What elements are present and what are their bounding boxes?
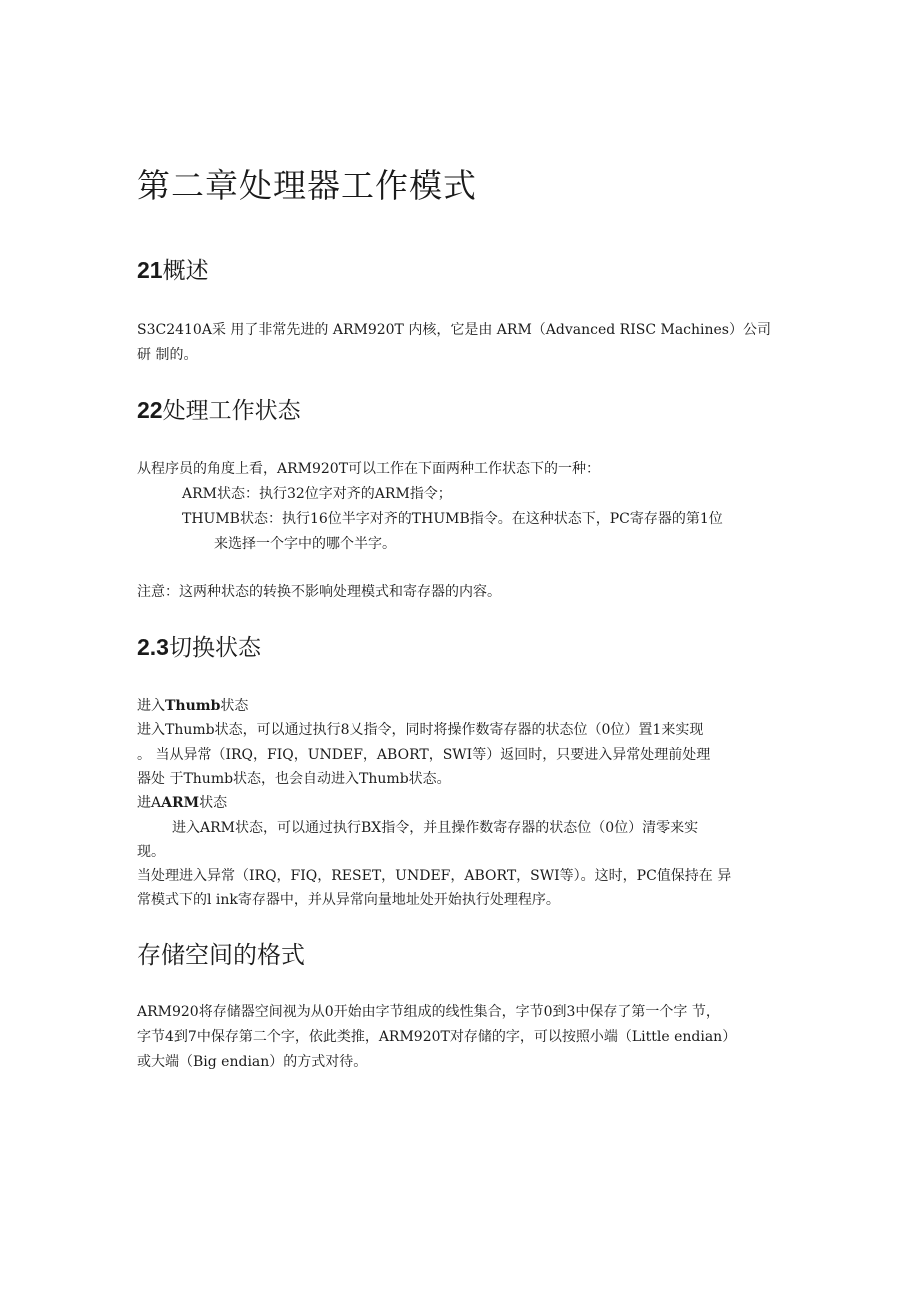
paragraph-line: 当处理进入异常（IRQ，FIQ，RESET，UNDEF，ABORT，SWI等）。这时，PC值保持在 异 — [137, 868, 732, 884]
paragraph-line: 器处 于Thumb状态，也会自动进入Thumb状态。 — [137, 771, 451, 787]
note: 注意：这两种状态的转换不影响处理模式和寄存器的内容。 — [137, 584, 501, 600]
section-number: 2.3 — [137, 634, 169, 660]
subheading-prefix: 进入 — [137, 698, 165, 714]
paragraph-line: 或大端（Big endian）的方式对待。 — [137, 1054, 368, 1070]
section-heading-2-2 — [137, 392, 301, 425]
subheading-enter-arm — [137, 791, 227, 815]
subheading-prefix: 进A — [137, 795, 162, 811]
list-item-continuation: 来选择一个字中的哪个半字。 — [214, 536, 396, 552]
paragraph-line: 常模式下的l ink寄存器中，并从异常向量地址处开始执行处理程序。 — [137, 892, 560, 908]
section-number: 21 — [137, 257, 163, 283]
section-heading-2-1 — [137, 252, 209, 285]
subheading-enter-thumb — [137, 694, 248, 718]
paragraph-line: ARM920将存储器空间视为从0开始由字节组成的线性集合，字节0到3中保存了第一个字 节， — [137, 1004, 720, 1020]
section-heading-2-3 — [137, 629, 261, 662]
subheading-bold: Thumb — [165, 698, 221, 714]
paragraph-line: 进入ARM状态，可以通过执行BX指令，并且操作数寄存器的状态位（0位）清零来实 — [172, 820, 699, 836]
paragraph-line: 现。 — [137, 844, 165, 860]
paragraph-line: 。 当从异常（IRQ，FIQ，UNDEF，ABORT，SWI等）返回时，只要进入异常处理前处理 — [137, 747, 711, 763]
subheading-suffix: 状态 — [199, 795, 228, 811]
section-title: 切换状态 — [168, 635, 261, 661]
paragraph-line: 字节4到7中保存第二个字，依此类推，ARM920T对存储的字，可以按照小端（Little endian） — [137, 1029, 737, 1045]
paragraph-line: 研 制的。 — [137, 347, 198, 363]
section-title: 概述 — [162, 258, 209, 284]
section-heading-storage: 存储空间的格式 — [137, 941, 305, 969]
list-item: ARM状态：执行32位字对齐的ARM指令； — [182, 486, 452, 502]
paragraph-line: S3C2410A采 用了非常先进的 ARM920T 内核，它是由 ARM（Advanced RISC Machines）公司 — [137, 322, 771, 338]
section-number: 22 — [137, 397, 163, 423]
subheading-suffix: 状态 — [220, 698, 249, 714]
list-item: THUMB状态：执行16位半字对齐的THUMB指令。在这种状态下，PC寄存器的第1位 — [182, 511, 723, 527]
subheading-bold: ARM — [161, 795, 200, 811]
section-title: 处理工作状态 — [162, 398, 301, 424]
paragraph-line: 从程序员的角度上看，ARM920T可以工作在下面两种工作状态下的一种： — [137, 461, 601, 477]
chapter-title: 第二章处理器工作模式 — [137, 166, 477, 205]
paragraph-line: 进入Thumb状态，可以通过执行8乂指令，同时将操作数寄存器的状态位（0位）置1来实现 — [137, 722, 704, 738]
